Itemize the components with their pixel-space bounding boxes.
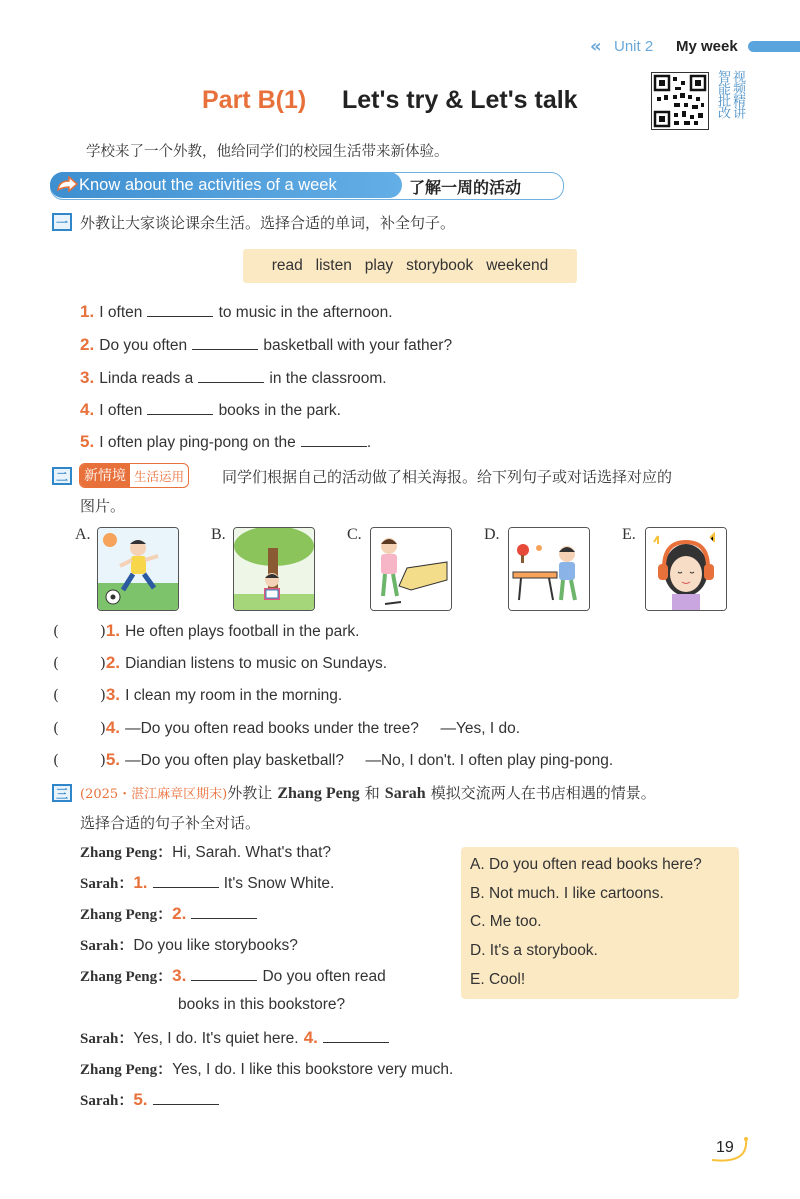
picture-d[interactable] xyxy=(508,527,590,611)
s1-item-3: 3. Linda reads a in the classroom. xyxy=(80,368,387,387)
picture-label-a: A. xyxy=(75,526,91,543)
section2-instruction-line1: 同学们根据自己的活动做了相关海报。给下列句子或对话选择对应的 xyxy=(222,468,673,486)
s2-item-4: ( )4. —Do you often read books under the tree? —Yes, I do. xyxy=(53,718,521,737)
section3-instruction: (2025・湛江麻章区期末)外教让 Zhang Peng 和 Sarah 模拟交流两人在书店相遇的情景。 xyxy=(80,784,656,802)
qr-code[interactable] xyxy=(651,72,709,130)
page-number: 19 xyxy=(708,1134,752,1164)
answer-blank[interactable] xyxy=(147,400,213,415)
s2-item-3: ( )3. I clean my room in the morning. xyxy=(53,685,343,704)
answer-blank[interactable] xyxy=(323,1028,389,1043)
picture-label-e: E. xyxy=(622,526,636,543)
girl-reading-under-tree-icon xyxy=(234,528,314,610)
header-bar xyxy=(748,41,800,52)
intro-text: 学校来了一个外教，他给同学们的校园生活带来新体验。 xyxy=(86,144,449,160)
answer-blank[interactable] xyxy=(153,1090,219,1105)
picture-e[interactable] xyxy=(645,527,727,611)
picture-a[interactable] xyxy=(97,527,179,611)
section2-instruction-line2: 图片。 xyxy=(80,497,126,515)
banner-en: Know about the activities of a week xyxy=(79,176,337,194)
unit-label: Unit 2 xyxy=(614,38,654,55)
s1-item-2: 2. Do you often basketball with your father? xyxy=(80,335,453,354)
answer-blank[interactable] xyxy=(147,302,213,317)
part-title: Part B(1) xyxy=(202,86,307,114)
qr-code-icon xyxy=(652,73,708,129)
banner-cn: 了解一周的活动 xyxy=(409,178,522,197)
s2-item-2: ( )2. Diandian listens to music on Sundays. xyxy=(53,653,388,672)
dialogue-line-5-cont: books in this bookstore? xyxy=(178,996,346,1013)
picture-c[interactable] xyxy=(370,527,452,611)
option-b: B. Not much. I like cartoons. xyxy=(470,885,664,902)
s1-item-1: 1. I often to music in the afternoon. xyxy=(80,302,393,321)
picture-label-b: B. xyxy=(211,526,226,543)
s1-item-5: 5. I often play ping-pong on the . xyxy=(80,432,372,451)
tag-new-situation: 新情境 xyxy=(80,464,130,487)
picture-label-c: C. xyxy=(347,526,362,543)
answer-blank[interactable] xyxy=(198,368,264,383)
answer-blank[interactable] xyxy=(153,873,219,888)
option-c: C. Me too. xyxy=(470,913,542,930)
options-box xyxy=(461,847,739,999)
picture-b[interactable] xyxy=(233,527,315,611)
dialogue-line-1: Zhang Peng：Hi, Sarah. What's that? xyxy=(80,844,331,861)
girl-headphones-icon xyxy=(646,528,726,610)
page-title: Let's try & Let's talk xyxy=(342,86,578,114)
word-bank xyxy=(243,249,577,283)
dialogue-line-3: Zhang Peng：2. xyxy=(80,903,257,924)
option-e: E. Cool! xyxy=(470,971,526,988)
tag-life-use: 生活运用 xyxy=(134,469,185,484)
football-boy-icon xyxy=(98,528,178,610)
activity-banner xyxy=(50,172,564,200)
dialogue-line-5: Zhang Peng：3. Do you often read xyxy=(80,966,386,985)
picture-label-d: D. xyxy=(484,526,500,543)
section2-marker: 二 xyxy=(52,467,72,485)
option-a: A. Do you often read books here? xyxy=(470,856,702,873)
section1-marker: 一 xyxy=(52,213,72,231)
new-situation-tag xyxy=(79,463,189,488)
dialogue-line-7: Zhang Peng：Yes, I do. I like this bookstore very much. xyxy=(80,1061,454,1078)
ping-pong-icon xyxy=(509,528,589,610)
s2-item-1: ( )1. He often plays football in the park. xyxy=(53,621,360,640)
answer-blank[interactable] xyxy=(191,904,257,919)
section3-marker: 三 xyxy=(52,784,72,802)
section3-instruction-line2: 选择合适的句子补全对话。 xyxy=(80,814,261,832)
header xyxy=(590,36,800,60)
answer-blank[interactable] xyxy=(192,335,258,350)
dialogue-line-4: Sarah：Do you like storybooks? xyxy=(80,937,298,954)
s2-item-5: ( )5. —Do you often play basketball? —No, I don't. I often play ping-pong. xyxy=(53,750,614,769)
word-bank-words: read listen play storybook weekend xyxy=(271,257,549,274)
answer-blank[interactable] xyxy=(301,432,367,447)
unit-title: My week xyxy=(676,38,738,55)
dialogue-line-6: Sarah：Yes, I do. It's quiet here. 4. xyxy=(80,1027,389,1048)
dialogue-line-8: Sarah：5. xyxy=(80,1089,219,1110)
dialogue-line-2: Sarah：1. It's Snow White. xyxy=(80,873,335,892)
source-note: (2025・湛江麻章区期末) xyxy=(80,787,228,802)
qr-label: 视频精讲 智能批改 xyxy=(715,70,745,118)
double-chevron-icon: « xyxy=(590,36,602,57)
arrow-icon xyxy=(55,176,79,196)
section1-instruction: 外教让大家谈论课余生活。选择合适的单词，补全句子。 xyxy=(80,214,456,232)
option-d: D. It's a storybook. xyxy=(470,942,598,959)
girl-cleaning-icon xyxy=(371,528,451,610)
s1-item-4: 4. I often books in the park. xyxy=(80,400,341,419)
answer-blank[interactable] xyxy=(191,966,257,981)
